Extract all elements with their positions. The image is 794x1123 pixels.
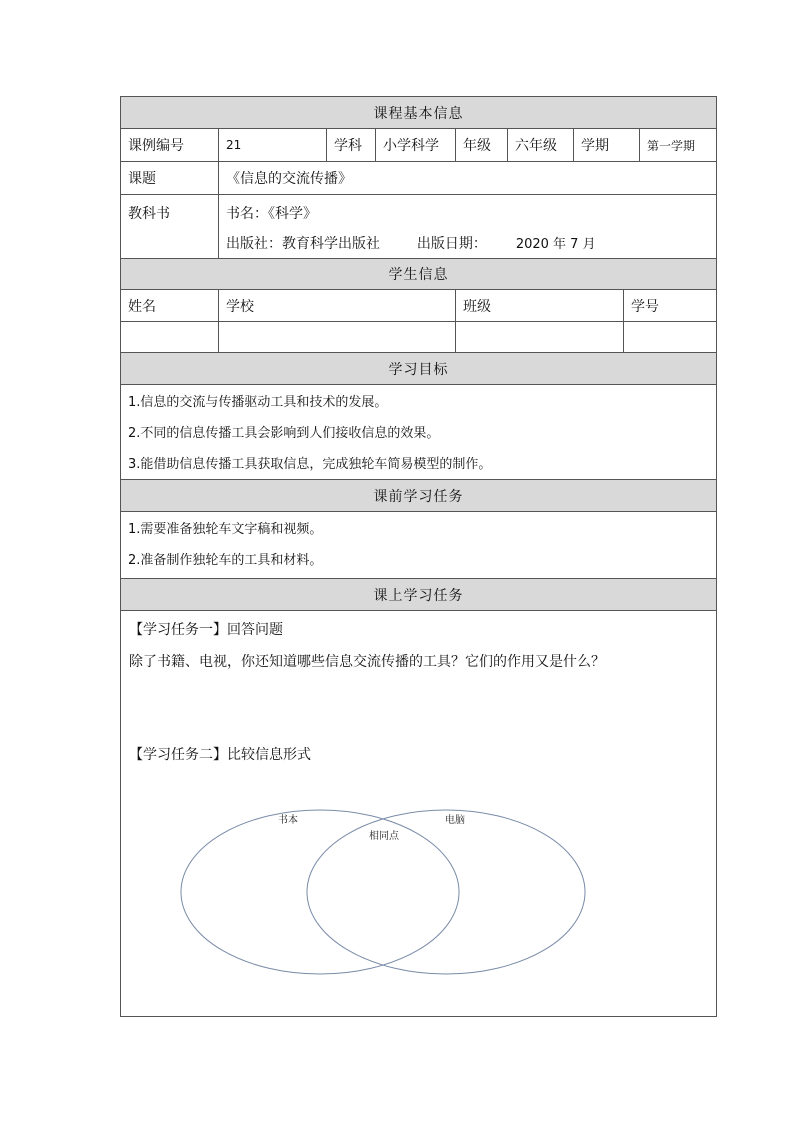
venn-right-label: 电脑 (445, 815, 465, 826)
school-field[interactable] (219, 322, 456, 352)
pre-tasks-header (121, 480, 716, 512)
task1-title: 【学习任务一】回答问题 (129, 622, 283, 638)
book-name: 书名：《科学》 (226, 206, 317, 222)
venn-right-circle (307, 810, 585, 974)
subject-value: 小学科学 (376, 129, 456, 161)
venn-middle-label: 相同点 (369, 831, 399, 842)
pre-tasks-list (121, 512, 716, 579)
course-id-label: 课例编号 (121, 129, 219, 161)
student-input-row (121, 322, 716, 353)
subject-label: 学科 (327, 129, 376, 161)
number-label: 学号 (631, 298, 659, 315)
venn-diagram (121, 611, 716, 1015)
topic-value: 《信息的交流传播》 (226, 171, 352, 187)
pre-task-item: 2.准备制作独轮车的工具和材料。 (128, 553, 323, 568)
class-tasks-title: 课上学习任务 (373, 587, 464, 604)
student-info-title: 学生信息 (388, 267, 449, 283)
name-label: 姓名 (121, 290, 219, 321)
pre-task-item: 1.需要准备独轮车文字稿和视频。 (128, 522, 323, 537)
pub-date-label: 出版日期： (416, 236, 487, 252)
goal-item: 1.信息的交流与传播驱动工具和技术的发展。 (128, 395, 388, 410)
goals-list (121, 385, 716, 480)
grade-value: 六年级 (508, 129, 574, 161)
term-label: 学期 (574, 129, 640, 161)
school-label: 学校 (219, 290, 456, 321)
topic-row (121, 162, 716, 195)
textbook-details (219, 195, 716, 258)
goals-header (121, 353, 716, 385)
goals-title: 学习目标 (388, 361, 449, 378)
pre-tasks-title: 课前学习任务 (373, 488, 464, 505)
number-field[interactable] (624, 322, 716, 352)
course-id-value: 21 (219, 129, 327, 161)
goal-item: 2.不同的信息传播工具会影响到人们接收信息的效果。 (128, 426, 440, 441)
course-meta-row (121, 129, 716, 162)
term-value: 第一学期 (647, 138, 696, 153)
course-info-title: 课程基本信息 (373, 105, 464, 122)
class-tasks-header (121, 579, 716, 611)
lesson-worksheet-table (120, 96, 717, 1017)
textbook-label: 教科书 (121, 195, 219, 258)
goal-item: 3.能借助信息传播工具获取信息，完成独轮车简易模型的制作。 (128, 457, 492, 472)
venn-left-circle (181, 810, 459, 974)
publisher: 出版社：教育科学出版社 (226, 236, 380, 252)
student-info-header (121, 259, 716, 290)
topic-label: 课题 (121, 162, 219, 194)
task1-question: 除了书籍、电视，你还知道哪些信息交流传播的工具？它们的作用又是什么？ (129, 654, 605, 670)
venn-left-label: 书本 (278, 815, 298, 826)
publisher-line (226, 233, 596, 253)
grade-label: 年级 (456, 129, 508, 161)
textbook-row (121, 195, 716, 259)
class-field[interactable] (456, 322, 624, 352)
course-info-header (121, 97, 716, 129)
task2-title: 【学习任务二】比较信息形式 (129, 747, 311, 763)
pub-date-value: 2020 年 7 月 (515, 237, 596, 252)
class-tasks-area (121, 611, 716, 1015)
student-labels-row (121, 290, 716, 322)
class-label: 班级 (456, 290, 624, 321)
name-field[interactable] (121, 322, 219, 352)
